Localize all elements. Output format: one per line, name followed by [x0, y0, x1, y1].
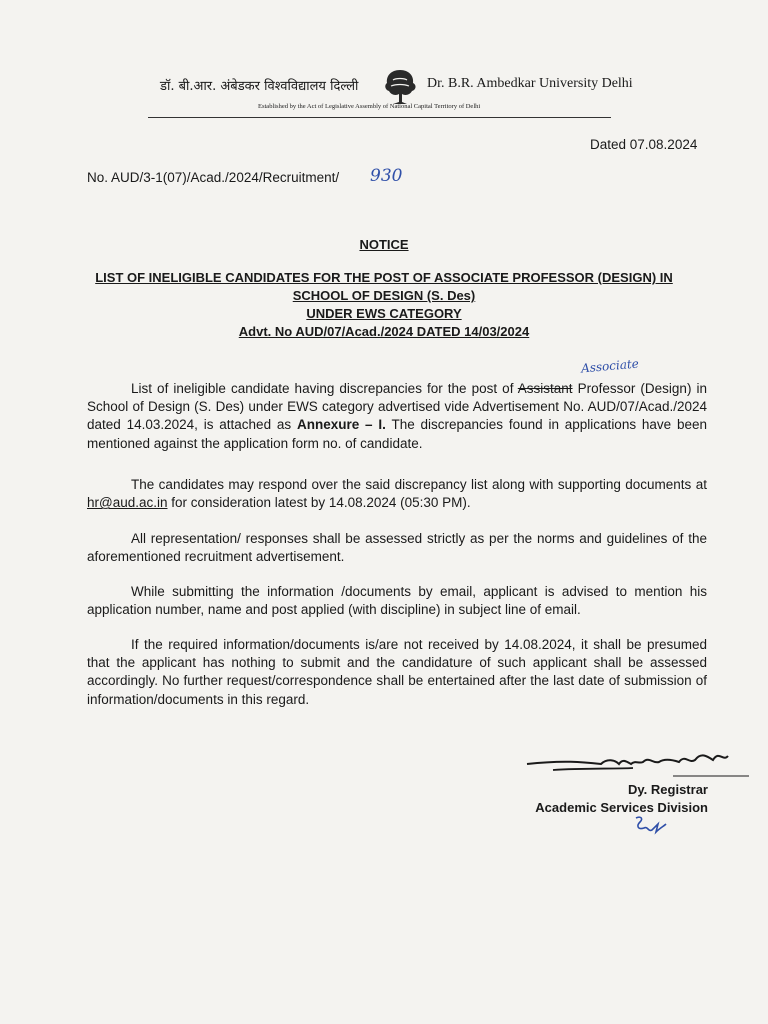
email-link[interactable]: hr@aud.ac.in [87, 495, 168, 511]
signature-image [523, 742, 753, 782]
notice-title-line4: Advt. No AUD/07/Acad./2024 DATED 14/03/2024 [238, 324, 530, 339]
reference-number: No. AUD/3-1(07)/Acad./2024/Recruitment/ [87, 170, 340, 185]
university-logo-icon [377, 66, 423, 106]
paragraph-3 [87, 530, 707, 566]
paragraph-5-text: If the required information/documents is/are not received by 14.08.2024, it shall be presumed that the applicant has nothing to submit and the candidature of such applicant shall be assessed accordingly. No further request/correspondence shall be entertained after the last date of submission of information/documents in this regard. [87, 637, 707, 707]
paragraph-1-text-b: Professor (Design) in School of Design (S. Des) under EWS category advertised vide Advertisement No. AUD/07/Acad./2024 dated 14.03.2024, is attached as [87, 381, 707, 433]
annexure-label: Annexure – I. [296, 417, 386, 433]
paragraph-5 [87, 636, 707, 709]
university-name-hindi: डॉ. बी.आर. अंबेडकर विश्वविद्यालय दिल्ली [160, 79, 359, 94]
notice-title-line2: SCHOOL OF DESIGN (S. Des) [292, 288, 476, 303]
date-line: Dated 07.08.2024 [590, 137, 698, 152]
paragraph-2-text-a: The candidates may respond over the said discrepancy list along with supporting documents at [131, 477, 707, 492]
signatory-division: Academic Services Division [535, 800, 708, 815]
notice-title-line1: LIST OF INELIGIBLE CANDIDATES FOR THE POST OF ASSOCIATE PROFESSOR (DESIGN) IN [95, 270, 673, 285]
established-line: Established by the Act of Legislative Assembly of National Capital Territory of Delhi [258, 103, 481, 110]
notice-title-line3: UNDER EWS CATEGORY [306, 306, 462, 321]
paragraph-1-text-a: List of ineligible candidate having discrepancies for the post of [131, 381, 518, 396]
header-divider [148, 117, 611, 118]
signatory-designation: Dy. Registrar [628, 782, 708, 797]
paragraph-1 [87, 380, 707, 453]
notice-heading: NOTICE [359, 237, 409, 252]
university-name-english: Dr. B.R. Ambedkar University Delhi [427, 76, 633, 91]
paragraph-2-text-b: for consideration latest by 14.08.2024 (05:30 PM). [167, 495, 471, 511]
paragraph-3-text: All representation/ responses shall be assessed strictly as per the norms and guidelines of the aforementioned recruitment advertisement. [87, 531, 707, 565]
paragraph-4 [87, 583, 707, 619]
handwritten-correction: Associate [580, 356, 640, 376]
handwritten-initials [630, 812, 670, 842]
paragraph-1-text-c: The discrepancies found in applications have been mentioned against the application form no. of candidate. [87, 417, 708, 451]
paragraph-4-text: While submitting the information /documents by email, applicant is advised to mention his application number, name and post applied (with discipline) in subject line of email. [87, 584, 707, 618]
paragraph-2 [87, 476, 707, 512]
handwritten-dispatch-number: 930 [370, 166, 403, 186]
struck-word: Assistant [517, 381, 573, 396]
